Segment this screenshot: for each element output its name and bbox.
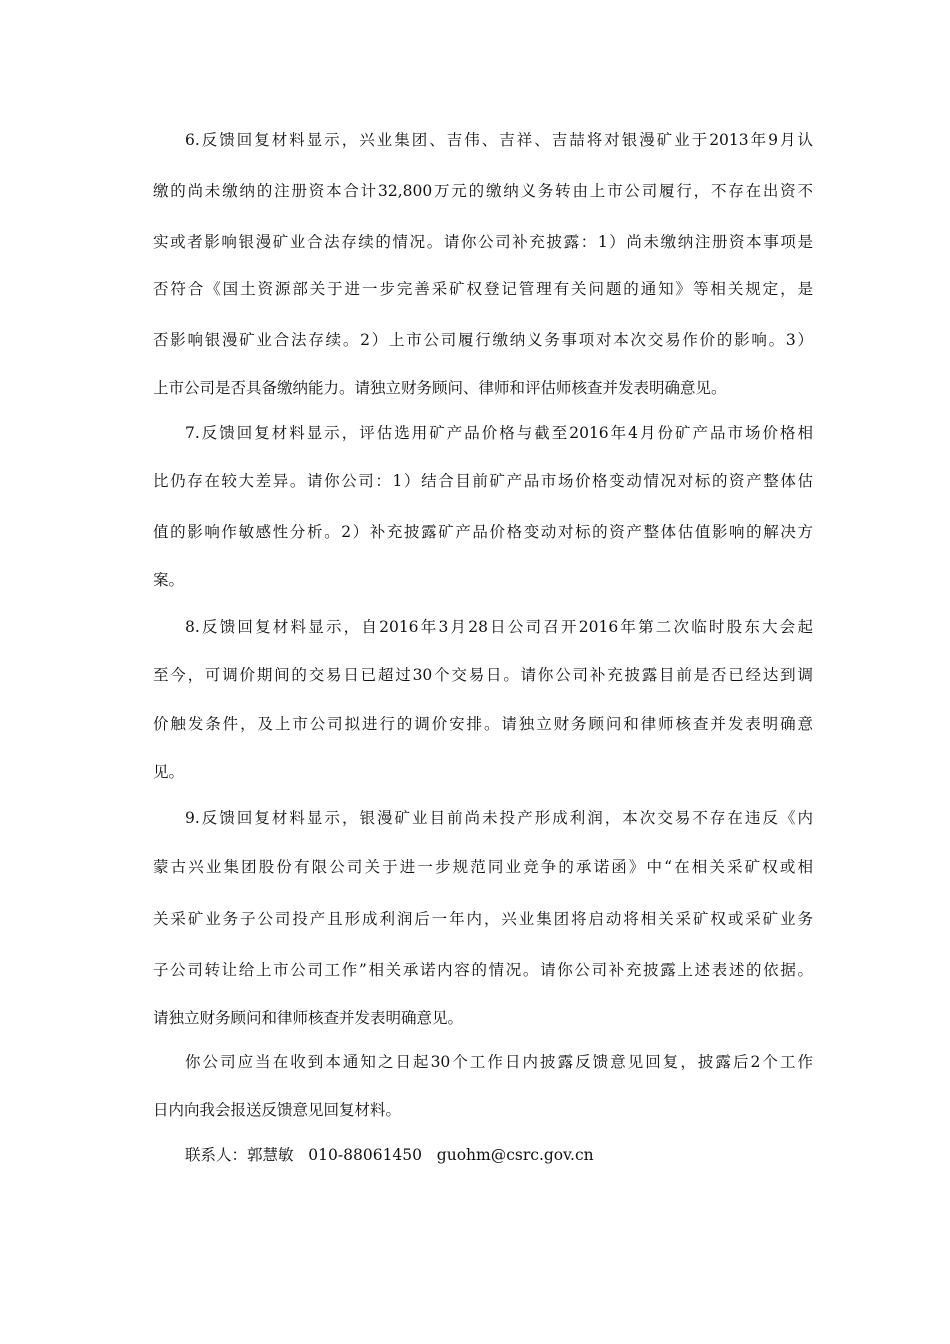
paragraph-line: 上市公司是否具备缴纳能力。请独立财务顾问、律师和评估师核查并发表明确意见。	[153, 379, 727, 397]
paragraph-line: 否影响银漫矿业合法存续。2）上市公司履行缴纳义务事项对本次交易作价的影响。3）	[153, 331, 813, 349]
paragraph-line: 日内向我会报送反馈意见回复材料。	[153, 1101, 402, 1119]
paragraph-line: 缴的尚未缴纳的注册资本合计32,800万元的缴纳义务转由上市公司履行，不存在出资不	[153, 182, 813, 200]
contact-line	[185, 1145, 594, 1165]
paragraph-line: 请独立财务顾问和律师核查并发表明确意见。	[153, 1009, 464, 1027]
paragraph-line: 蒙古兴业集团股份有限公司关于进一步规范同业竞争的承诺函》中“在相关采矿权或相	[153, 858, 813, 876]
paragraph-line: 比仍存在较大差异。请你公司：1）结合目前矿产品市场价格变动情况对标的资产整体估	[153, 472, 813, 490]
paragraph-line: 7.反馈回复材料显示，评估选用矿产品价格与截至2016年4月份矿产品市场价格相	[185, 424, 813, 442]
paragraph-line: 你公司应当在收到本通知之日起30个工作日内披露反馈意见回复，披露后2个工作	[185, 1053, 813, 1071]
contact-name: 联系人：郭慧敏	[185, 1146, 294, 1164]
paragraph-line: 9.反馈回复材料显示，银漫矿业目前尚未投产形成利润，本次交易不存在违反《内	[185, 809, 813, 827]
paragraph-line: 至今，可调价期间的交易日已超过30个交易日。请你公司补充披露目前是否已经达到调	[153, 666, 813, 684]
paragraph-line: 8.反馈回复材料显示，自2016年3月28日公司召开2016年第二次临时股东大会起	[185, 618, 813, 636]
paragraph-line: 价触发条件，及上市公司拟进行的调价安排。请独立财务顾问和律师核查并发表明确意	[153, 715, 813, 733]
paragraph-line: 值的影响作敏感性分析。2）补充披露矿产品价格变动对标的资产整体估值影响的解决方	[153, 523, 813, 541]
paragraph-line: 否符合《国土资源部关于进一步完善采矿权登记管理有关问题的通知》等相关规定，是	[153, 280, 813, 298]
paragraph-line: 6.反馈回复材料显示，兴业集团、吉伟、吉祥、吉喆将对银漫矿业于2013年9月认	[185, 131, 813, 149]
paragraph-line: 案。	[153, 571, 185, 589]
contact-phone: 010-88061450	[308, 1146, 423, 1164]
paragraph-line: 见。	[153, 763, 185, 781]
paragraph-line: 关采矿业务子公司投产且形成利润后一年内，兴业集团将启动将相关采矿权或采矿业务	[153, 910, 813, 928]
paragraph-line: 实或者影响银漫矿业合法存续的情况。请你公司补充披露：1）尚未缴纳注册资本事项是	[153, 233, 813, 251]
contact-email[interactable]: guohm@csrc.gov.cn	[436, 1146, 594, 1164]
paragraph-line: 子公司转让给上市公司工作”相关承诺内容的情况。请你公司补充披露上述表述的依据。	[153, 961, 813, 979]
